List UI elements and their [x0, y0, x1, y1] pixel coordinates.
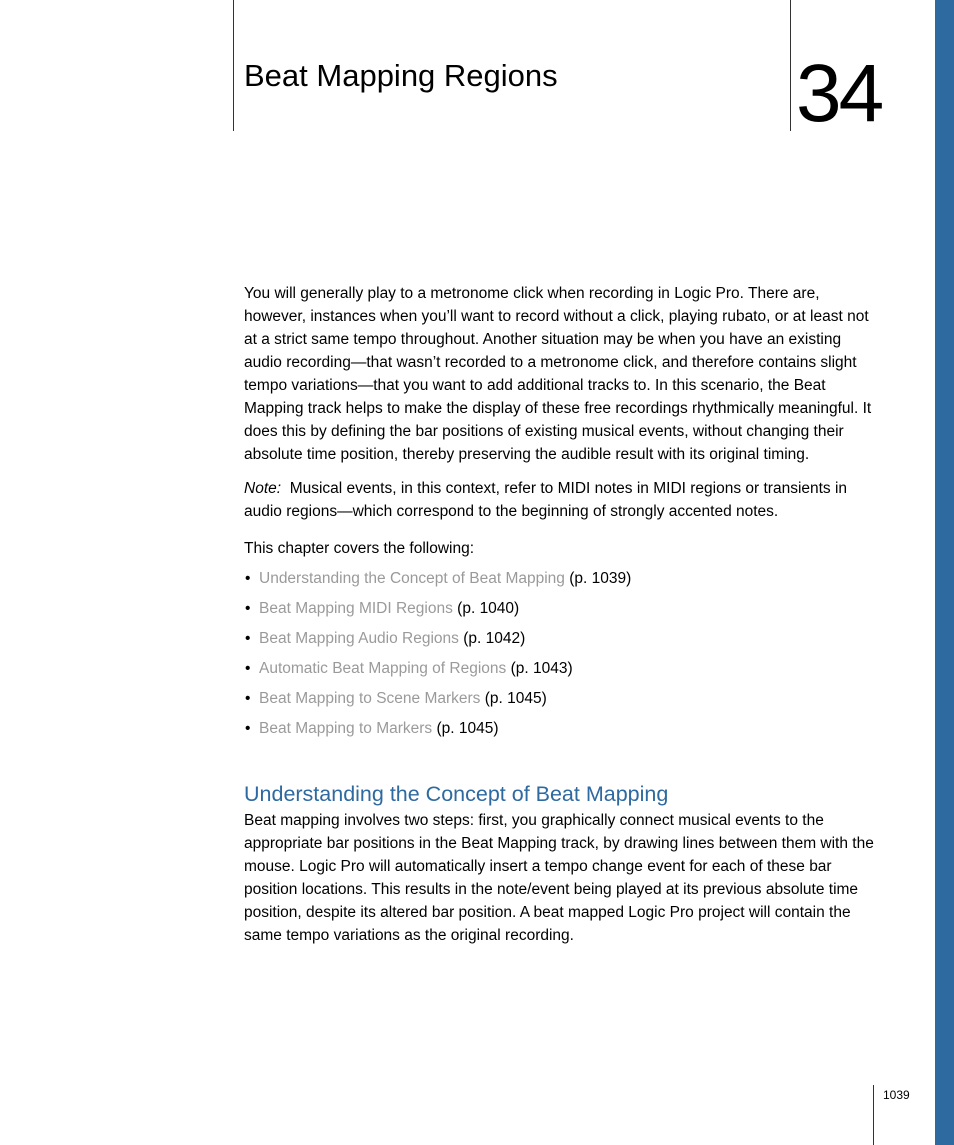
toc-page-ref: (p. 1043)	[510, 660, 573, 677]
toc-page-ref: (p. 1040)	[457, 600, 520, 617]
toc-item	[244, 654, 876, 684]
toc-item	[244, 564, 876, 594]
bullet: •	[245, 630, 251, 647]
section-heading: Understanding the Concept of Beat Mapping	[244, 782, 669, 806]
bullet: •	[245, 690, 251, 707]
note-label: Note:	[244, 480, 282, 497]
toc-page-ref: (p. 1045)	[484, 690, 547, 707]
page-number: 1039	[883, 1088, 910, 1102]
bullet: •	[245, 720, 251, 737]
toc-item	[244, 594, 876, 624]
header-rule-right	[790, 0, 791, 131]
note-text: Musical events, in this context, refer to MIDI notes in MIDI regions or transients in audio regions—which correspond to the beginning of strongly accented notes.	[244, 480, 848, 520]
toc-item	[244, 714, 876, 744]
chapter-title: Beat Mapping Regions	[244, 58, 558, 93]
header-rule-left	[233, 0, 234, 131]
chapter-tab-bar	[935, 0, 954, 1145]
bullet: •	[245, 570, 251, 587]
toc-link-automatic-beat-mapping[interactable]: Automatic Beat Mapping of Regions	[259, 660, 507, 677]
toc-list	[244, 564, 876, 744]
intro-paragraph: You will generally play to a metronome click when recording in Logic Pro. There are, however, instances when you’ll want to record without a click, playing rubato, or at least not at a strict same tempo throughout. Another situation may be when you have an existing audio recording—that wasn’t recorded to a metronome click, and therefore contains slight tempo variations—that you want to add additional tracks to. In this scenario, the Beat Mapping track helps to make the display of these free recordings rhythmically meaningful. It does this by defining the bar positions of existing musical events, without changing their absolute time position, thereby preserving the audible result with its original timing.	[244, 285, 872, 463]
note-paragraph	[244, 477, 876, 523]
toc-link-understanding-concept[interactable]: Understanding the Concept of Beat Mapping	[259, 570, 565, 587]
footer-rule	[873, 1085, 874, 1145]
toc-page-ref: (p. 1039)	[569, 570, 632, 587]
toc-item	[244, 624, 876, 654]
toc-lead: This chapter covers the following:	[244, 540, 475, 557]
chapter-number: 34	[796, 48, 882, 139]
toc-link-audio-regions[interactable]: Beat Mapping Audio Regions	[259, 630, 459, 647]
toc-page-ref: (p. 1045)	[436, 720, 499, 737]
toc-link-markers[interactable]: Beat Mapping to Markers	[259, 720, 433, 737]
page-content	[244, 282, 876, 947]
section-body: Beat mapping involves two steps: first, you graphically connect musical events to the appropriate bar positions in the Beat Mapping track, by drawing lines between them with the mouse. Logic Pro will automatically insert a tempo change event for each of these bar position locations. This results in the note/event being played at its previous absolute time position, despite its altered bar position. A beat mapped Logic Pro project will contain the same tempo variations as the original recording.	[244, 812, 874, 944]
toc-link-scene-markers[interactable]: Beat Mapping to Scene Markers	[259, 690, 481, 707]
bullet: •	[245, 600, 251, 617]
toc-link-midi-regions[interactable]: Beat Mapping MIDI Regions	[259, 600, 453, 617]
toc-page-ref: (p. 1042)	[463, 630, 526, 647]
toc-item	[244, 684, 876, 714]
bullet: •	[245, 660, 251, 677]
